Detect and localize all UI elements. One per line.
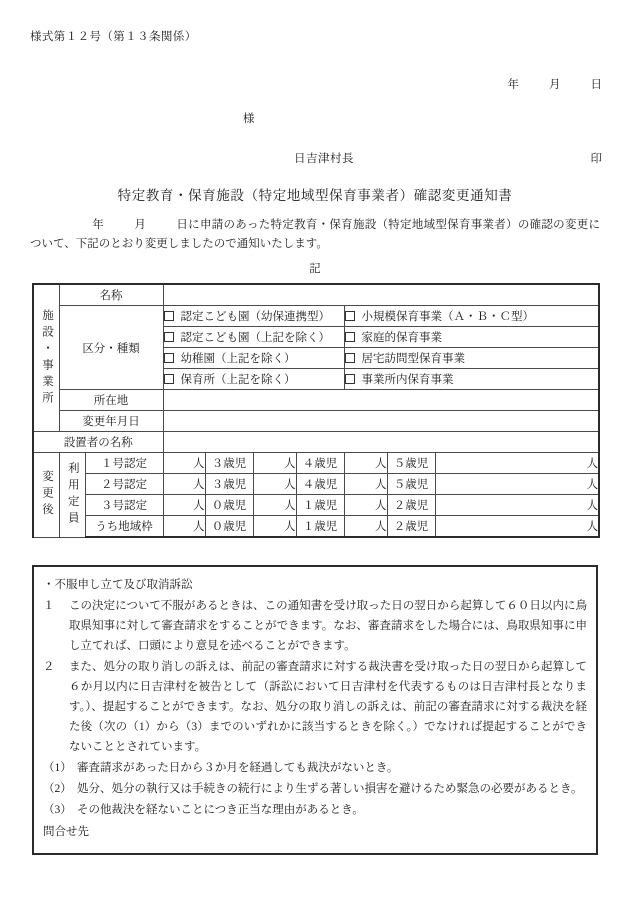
category-option-left-2[interactable]: 認定こども園（上記を除く）: [163, 327, 344, 348]
appeal-subitem-3: [43, 800, 587, 820]
checkbox-icon[interactable]: [164, 353, 174, 363]
body-date-year: 年: [92, 219, 105, 231]
capacity-vertical-label: 利用定員: [59, 453, 85, 538]
age-label-1-0: ３歳児: [205, 453, 253, 474]
body-date-month: 月: [134, 219, 147, 231]
age-label-2-0: ３歳児: [205, 474, 253, 495]
date-day-label: 日: [590, 79, 602, 91]
address-value-cell[interactable]: [163, 390, 599, 411]
age-label-2-2: ５歳児: [387, 474, 435, 495]
body-paragraph: [30, 216, 600, 254]
capacity-total-2[interactable]: 人: [163, 474, 205, 495]
change-date-value-cell[interactable]: [163, 411, 599, 432]
appeal-subitem-number-3: （3）: [43, 804, 72, 816]
date-month-label: 月: [549, 79, 561, 91]
age-label-3-2: ２歳児: [387, 495, 435, 516]
age-label-4-2: ２歳児: [387, 516, 435, 538]
table-row-category-1: [33, 306, 599, 327]
table-row-address: [33, 390, 599, 411]
category-option-right-1[interactable]: 小規模保育事業（Ａ・Ｂ・Ｃ型）: [344, 306, 599, 327]
category-label-cell: 区分・種類: [59, 306, 163, 390]
age-label-1-2: ５歳児: [387, 453, 435, 474]
capacity-value-4-0[interactable]: 人: [253, 516, 296, 538]
category-option-left-4[interactable]: 保育所（上記を除く）: [163, 369, 344, 390]
table-row-name: [33, 284, 599, 306]
capacity-value-4-2[interactable]: 人: [435, 516, 599, 538]
age-label-2-1: ４歳児: [296, 474, 344, 495]
category-option-left-1[interactable]: 認定こども園（幼保連携型）: [163, 306, 344, 327]
checkbox-icon[interactable]: [345, 311, 355, 321]
capacity-row-label-3: ３号認定: [85, 495, 163, 516]
capacity-row-label-2: ２号認定: [85, 474, 163, 495]
capacity-row-label-4: うち地域枠: [85, 516, 163, 538]
table-row-capacity-4: [33, 516, 599, 538]
date-year-label: 年: [507, 79, 519, 91]
appeal-subitem-2: [43, 779, 587, 799]
capacity-value-3-1[interactable]: 人: [344, 495, 387, 516]
form-number: 様式第１２号（第１３条関係）: [30, 31, 197, 43]
facility-vertical-label: 施設・事業所: [33, 284, 59, 432]
address-label-cell: 所在地: [59, 390, 163, 411]
appeal-item-number-2: ２: [43, 661, 55, 673]
capacity-value-1-0[interactable]: 人: [253, 453, 296, 474]
capacity-value-3-2[interactable]: 人: [435, 495, 599, 516]
appeal-heading: ・不服申し立て及び取消訴訟: [43, 579, 193, 591]
seal-mark: 印: [590, 153, 602, 165]
capacity-value-4-1[interactable]: 人: [344, 516, 387, 538]
appeal-subitem-text-3: その他裁決を経ないことにつき正当な理由があるとき。: [77, 804, 364, 816]
age-label-3-1: １歳児: [296, 495, 344, 516]
appeal-item-number-1: １: [43, 600, 55, 612]
name-label-cell: 名称: [59, 284, 163, 306]
table-row-capacity-2: [33, 474, 599, 495]
checkbox-icon[interactable]: [164, 311, 174, 321]
checkbox-icon[interactable]: [164, 332, 174, 342]
category-option-right-4[interactable]: 事業所内保育事業: [344, 369, 599, 390]
operator-label-cell: 設置者の名称: [33, 432, 163, 453]
table-row-change-date: [33, 411, 599, 432]
appeal-subitem-number-2: （2）: [43, 783, 72, 795]
appeal-item-text-2: また、処分の取り消しの訴えは、前記の審査請求に対する裁決書を受け取った日の翌日から起算して６か月以内に日吉津村を被告として（訴訟において日吉津村を代表するものは日吉津村長となります。）、提起することができます。なお、処分の取り消しの訴えは、前記の審査請求に対する裁決を経た後（次の（1）から（3）までのいずれかに該当するときを除く。）でなければ提起することができないこととされています。: [69, 661, 587, 753]
page-title: 特定教育・保育施設（特定地域型保育事業者）確認変更通知書: [117, 188, 513, 203]
capacity-value-3-0[interactable]: 人: [253, 495, 296, 516]
table-row-capacity-3: [33, 495, 599, 516]
age-label-1-1: ４歳児: [296, 453, 344, 474]
change-date-label-cell: 変更年月日: [59, 411, 163, 432]
addressee-honorific: 様: [243, 113, 255, 125]
appeal-subitem-text-2: 処分、処分の執行又は手続きの続行により生ずる著しい損害を避けるため緊急の必要があるとき。: [77, 783, 583, 795]
capacity-value-2-2[interactable]: 人: [435, 474, 599, 495]
capacity-row-label-1: １号認定: [85, 453, 163, 474]
appeal-subitem-number-1: （1）: [43, 762, 72, 774]
body-paragraph-text: 日に申請のあった特定教育・保育施設（特定地域型保育事業者）の確認の変更について、下記のとおり変更しましたので通知いたします。: [30, 219, 601, 250]
appeal-item-text-1: この決定について不服があるときは、この通知書を受け取った日の翌日から起算して６０日以内に鳥取県知事に対して審査請求をすることができます。なお、審査請求をした場合には、鳥取県知事に申し立てれば、口頭により意見を述べることができます。: [69, 600, 587, 652]
checkbox-icon[interactable]: [345, 353, 355, 363]
capacity-total-3[interactable]: 人: [163, 495, 205, 516]
category-option-right-3[interactable]: 居宅訪問型保育事業: [344, 348, 599, 369]
category-option-left-3[interactable]: 幼稚園（上記を除く）: [163, 348, 344, 369]
operator-value-cell[interactable]: [163, 432, 599, 453]
checkbox-icon[interactable]: [164, 374, 174, 384]
after-change-vertical-label: 変更後: [33, 453, 59, 538]
facility-details-table: [32, 283, 600, 538]
capacity-total-1[interactable]: 人: [163, 453, 205, 474]
checkbox-icon[interactable]: [345, 332, 355, 342]
capacity-value-2-1[interactable]: 人: [344, 474, 387, 495]
capacity-value-2-0[interactable]: 人: [253, 474, 296, 495]
capacity-total-4[interactable]: 人: [163, 516, 205, 538]
checkbox-icon[interactable]: [345, 374, 355, 384]
age-label-4-0: ０歳児: [205, 516, 253, 538]
issue-date-line: [508, 76, 603, 92]
table-row-capacity-1: [33, 453, 599, 474]
issuer-name: 日吉津村長: [294, 153, 354, 165]
age-label-4-1: １歳児: [296, 516, 344, 538]
capacity-value-1-2[interactable]: 人: [435, 453, 599, 474]
appeal-item-2: [43, 657, 587, 757]
appeal-item-1: [43, 596, 587, 656]
capacity-value-1-1[interactable]: 人: [344, 453, 387, 474]
contact-label: 問合せ先: [43, 826, 89, 838]
category-option-right-2[interactable]: 家庭的保育事業: [344, 327, 599, 348]
ki-mark: 記: [309, 263, 321, 275]
name-value-cell[interactable]: [163, 284, 599, 306]
appeal-subitem-1: [43, 758, 587, 778]
age-label-3-0: ０歳児: [205, 495, 253, 516]
appeal-subitem-text-1: 審査請求があった日から３か月を経過しても裁決がないとき。: [77, 762, 399, 774]
appeal-instructions-box: [32, 565, 598, 855]
table-row-operator: [33, 432, 599, 453]
